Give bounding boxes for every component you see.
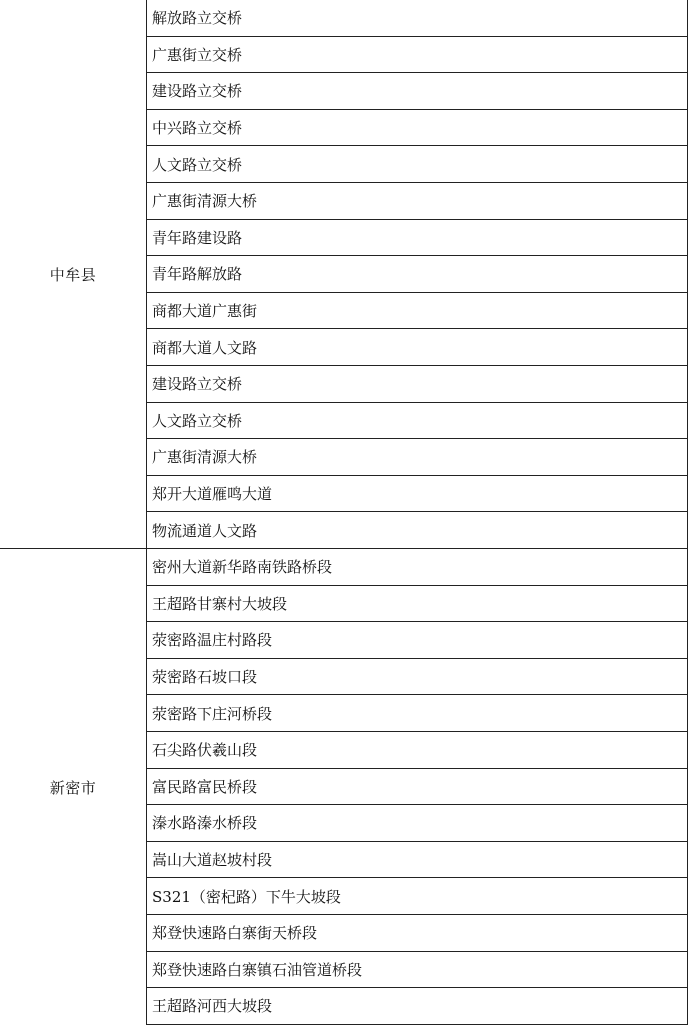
table-row: 广惠街清源大桥 [147,183,687,220]
table-row: 富民路富民桥段 [147,769,687,806]
table-row: 青年路解放路 [147,256,687,293]
table-row: 荥密路石坡口段 [147,659,687,696]
table-row: 建设路立交桥 [147,366,687,403]
road-list [146,549,688,1025]
table-row: S321（密杞路）下牛大坡段 [147,878,687,915]
table-row: 广惠街立交桥 [147,37,687,74]
table-row: 郑登快速路白寨街天桥段 [147,915,687,952]
table-row: 解放路立交桥 [147,0,687,37]
table-row: 荥密路温庄村路段 [147,622,687,659]
table-row: 郑登快速路白寨镇石油管道桥段 [147,952,687,989]
table-row: 人文路立交桥 [147,146,687,183]
table-row: 郑开大道雁鸣大道 [147,476,687,513]
district-name: 新密市 [49,778,97,797]
district-name: 中牟县 [49,266,97,284]
table-row: 人文路立交桥 [147,403,687,440]
table-row: 王超路河西大坡段 [147,988,687,1025]
table-row: 王超路甘寨村大坡段 [147,586,687,623]
table-row: 荥密路下庄河桥段 [147,695,687,732]
table-row: 密州大道新华路南铁路桥段 [147,549,687,586]
table-row: 商都大道广惠街 [147,293,687,330]
table-row: 中兴路立交桥 [147,110,687,147]
table-row: 商都大道人文路 [147,329,687,366]
table-row: 溱水路溱水桥段 [147,805,687,842]
table-row: 嵩山大道赵坡村段 [147,842,687,879]
table-row: 广惠街清源大桥 [147,439,687,476]
table-row: 石尖路伏羲山段 [147,732,687,769]
table-row: 青年路建设路 [147,220,687,257]
road-list [146,0,688,549]
table-row: 物流通道人文路 [147,512,687,549]
table-row: 建设路立交桥 [147,73,687,110]
